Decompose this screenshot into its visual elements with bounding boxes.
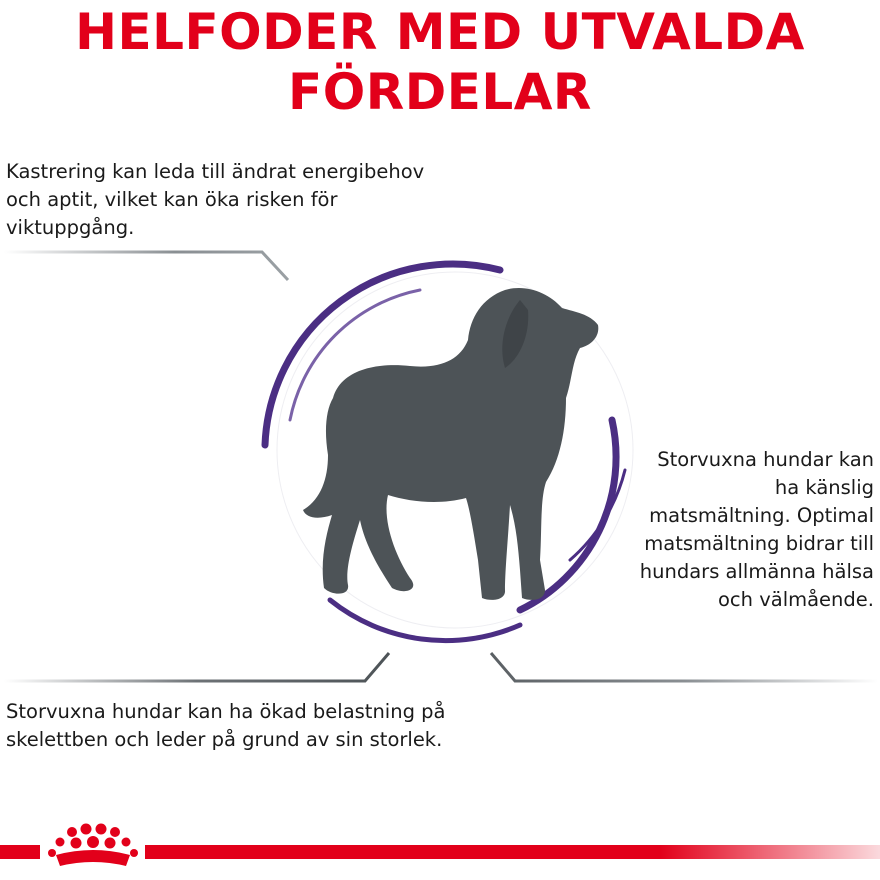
footer-bar (145, 845, 880, 859)
connector-line-right (491, 653, 878, 681)
page-title-line-1: HELFODER MED UTVALDA (75, 3, 805, 61)
benefit-text-weight: Kastrering kan leda till ändrat energibehov och aptit, vilket kan öka risken för viktuppgång. (6, 160, 425, 239)
crown-logo-icon (48, 824, 138, 867)
benefit-text-digestion: Storvuxna hundar kan ha känslig matsmältning. Optimal matsmältning bidrar till hundars allmänna hälsa och välmående. (639, 448, 874, 611)
connector-line-bottom-left (4, 653, 389, 681)
page-title-line-2: FÖRDELAR (288, 63, 592, 121)
connector-line-top-left (4, 252, 288, 280)
footer-bar-left (0, 845, 40, 859)
benefit-text-joints: Storvuxna hundar kan ha ökad belastning på skelettben och leder på grund av sin storlek. (6, 700, 446, 751)
